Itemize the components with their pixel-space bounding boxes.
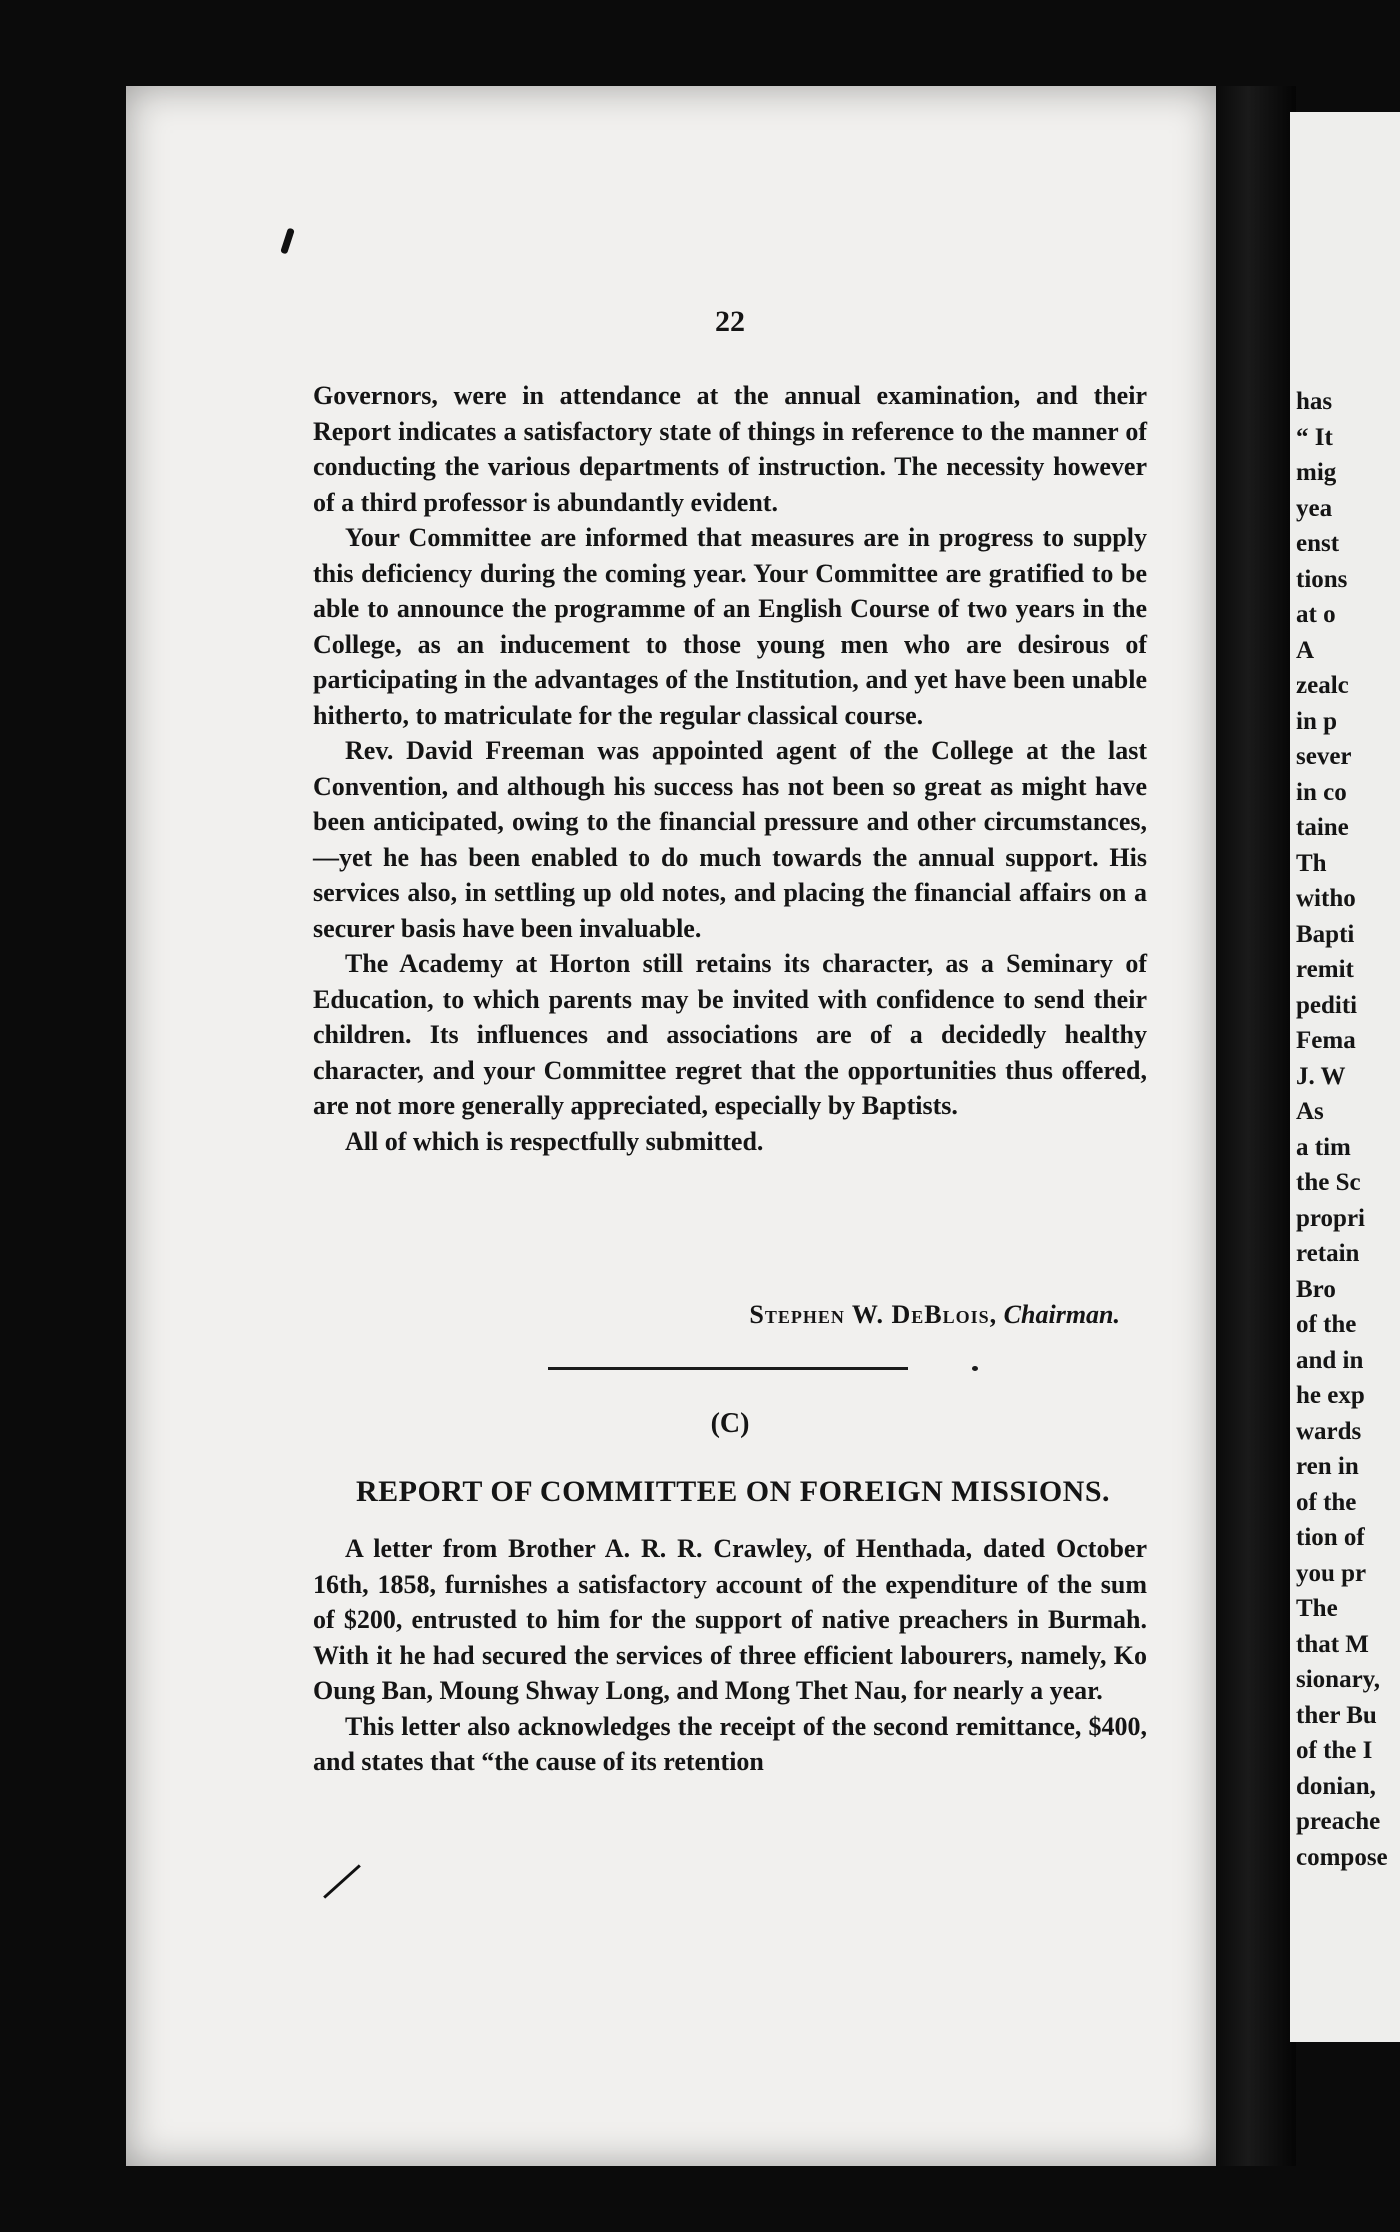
line-fragment: A xyxy=(1296,636,1315,664)
line-fragment: ther Bu xyxy=(1296,1701,1377,1729)
line-fragment: ren in xyxy=(1296,1453,1359,1480)
adjacent-page-text xyxy=(1296,384,1400,1875)
line-fragment: retain xyxy=(1296,1240,1360,1267)
divider-dot xyxy=(972,1366,978,1371)
line-fragment: taine xyxy=(1296,814,1349,841)
line-fragment: and in xyxy=(1296,1346,1364,1374)
line-fragment: compose xyxy=(1296,1843,1388,1871)
paragraph: This letter also acknowledges the receipt of the second remittance, $400, and states that “the cause of its retention xyxy=(313,1711,1147,1776)
line-fragment: “ It xyxy=(1296,423,1333,451)
line-fragment: preache xyxy=(1296,1808,1381,1835)
line-fragment: enst xyxy=(1296,530,1340,557)
line-fragment: of the xyxy=(1296,1311,1357,1338)
line-fragment: sionary, xyxy=(1296,1666,1381,1693)
line-fragment: The xyxy=(1296,1595,1338,1622)
line-fragment: at o xyxy=(1296,601,1336,628)
book-gutter xyxy=(1216,86,1296,2166)
appendix-label: (C) xyxy=(710,1408,750,1439)
signature-line xyxy=(600,1300,1120,1330)
line-fragment: sever xyxy=(1296,743,1352,770)
line-fragment: that M xyxy=(1296,1630,1369,1658)
line-fragment: J. W xyxy=(1296,1062,1346,1090)
signature-name: Stephen W. DeBlois, xyxy=(749,1300,998,1329)
line-fragment: you pr xyxy=(1296,1559,1367,1587)
line-fragment: he exp xyxy=(1296,1382,1365,1409)
report-title: REPORT OF COMMITTEE ON FOREIGN MISSIONS. xyxy=(355,1475,1111,1508)
paragraph: All of which is respectfully submitted. xyxy=(345,1126,764,1156)
paragraph: Governors, were in attendance at the annual examination, and their Report indicates a satisfactory state of things in reference to the manner of conducting the various departments of instruction. The necessity however of a third professor is abundantly evident. xyxy=(313,381,1147,517)
line-fragment: yea xyxy=(1296,494,1333,522)
page-number: 22 xyxy=(715,305,745,338)
section-divider xyxy=(548,1367,908,1370)
line-fragment: zealc xyxy=(1296,672,1349,699)
line-fragment: donian, xyxy=(1296,1772,1376,1800)
body-text-top xyxy=(313,378,1147,1159)
line-fragment: remit xyxy=(1296,956,1354,983)
line-fragment: Th xyxy=(1296,849,1327,877)
paragraph: The Academy at Horton still retains its character, as a Seminary of Education, to which parents may be invited with confidence to send their children. Its influences and associations are of a decidedly healthy character, and your Committee regret that the opportunities thus offered, are not more generally appreciated, especially by Baptists. xyxy=(313,949,1147,1120)
line-fragment: witho xyxy=(1296,885,1356,912)
paragraph: A letter from Brother A. R. R. Crawley, of Henthada, dated October 16th, 1858, furnishes a satisfactory account of the expenditure of the sum of $200, entrusted to him for the support of native preachers in Burmah. With it he had secured the services of three efficient labourers, namely, Ko Oung Ban, Moung Shway Long, and Mong Thet Nau, for nearly a year. xyxy=(313,1534,1147,1705)
line-fragment: in p xyxy=(1296,707,1338,735)
paragraph: Rev. David Freeman was appointed agent of the College at the last Convention, and although his success has not been so great as might have been anticipated, owing to the financial pressure and other circumstances,—yet he has been enabled to do much towards the annual support. His services also, in settling up old notes, and placing the financial affairs on a securer basis have been invaluable. xyxy=(313,736,1147,943)
line-fragment: has xyxy=(1296,388,1333,415)
line-fragment: tion of xyxy=(1296,1524,1365,1551)
paragraph: Your Committee are informed that measures are in progress to supply this deficiency during the coming year. Your Committee are gratified to be able to announce the programme of an English Course of two years in the College, as an inducement to those young men who are desirous of participating in the advantages of the Institution, and yet have been unable hitherto, to matriculate for the regular classical course. xyxy=(313,523,1147,730)
line-fragment: propri xyxy=(1296,1204,1365,1232)
line-fragment: of the I xyxy=(1296,1737,1373,1764)
line-fragment: the Sc xyxy=(1296,1169,1361,1196)
line-fragment: As xyxy=(1296,1098,1324,1125)
line-fragment: of the xyxy=(1296,1488,1357,1516)
line-fragment: a tim xyxy=(1296,1133,1351,1161)
line-fragment: in co xyxy=(1296,778,1347,806)
line-fragment: wards xyxy=(1296,1417,1362,1445)
line-fragment: tions xyxy=(1296,565,1348,593)
line-fragment: Bapti xyxy=(1296,920,1355,948)
line-fragment: Fema xyxy=(1296,1027,1356,1054)
body-text-bottom xyxy=(313,1531,1147,1780)
line-fragment: Bro xyxy=(1296,1275,1336,1303)
line-fragment: mig xyxy=(1296,459,1337,486)
signature-role: Chairman. xyxy=(1003,1300,1120,1329)
line-fragment: pediti xyxy=(1296,991,1358,1019)
